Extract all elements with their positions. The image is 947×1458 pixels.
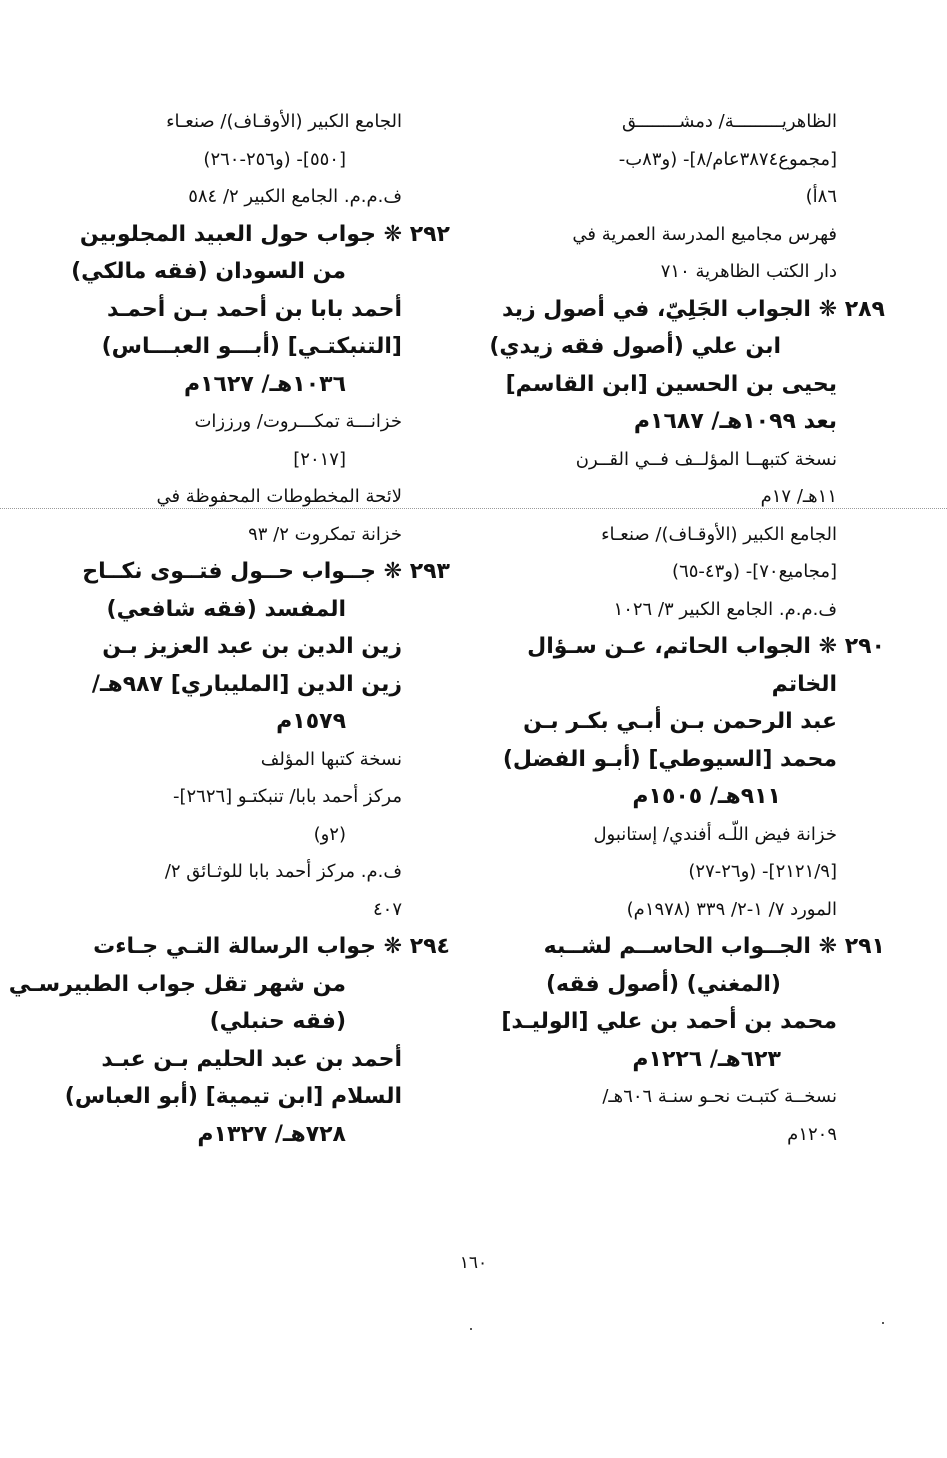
entry-bold-line: محمد بن أحمد بن علي [الوليـد] [501, 1009, 837, 1034]
entry-heading: ٢٩٠ ❋ الجواب الحاتم، عـن سـؤال [527, 634, 885, 659]
entry-bold-line: محمد [السيوطي] (أبـو الفضل) [502, 746, 837, 772]
entry-text-line: الجامع الكبير (الأوقـاف)/ صنعـاء [601, 523, 837, 545]
entry-bold-line: ٧٢٨هـ/ ١٣٢٧م [197, 1121, 346, 1147]
entry-heading: ٢٩١ ❋ الجــواب الحاســم لشــبه [543, 934, 885, 959]
entry-text-line: ١١هـ/ ١٧م [760, 486, 837, 507]
entry-text-line: الجامع الكبير (الأوقـاف)/ صنعـاء [166, 111, 402, 132]
entry-text-line: دار الكتب الظاهرية ٧١٠ [660, 261, 837, 282]
entry-bold-line: أحمد بابا بن أحمد بـن أحمـد [106, 296, 402, 322]
entry-bold-line: ٦٢٣هـ/ ١٢٢٦م [632, 1046, 781, 1072]
entry-bold-line: (المغني) (أصول فقه) [545, 971, 781, 997]
page-number: ١٦٠ [459, 1253, 488, 1273]
entry-text-line: فهرس مجاميع المدرسة العمرية في [572, 223, 837, 245]
entry-text-line: ف.م.م. الجامع الكبير ٢/ ٥٨٤ [188, 186, 402, 207]
entry-bold-line: أحمد بن عبد الحليم بـن عبـد [101, 1046, 402, 1072]
entry-text-line: ٤٠٧ [372, 898, 402, 920]
entry-bold-line: الخاتم [771, 671, 837, 697]
entry-text-line: [٢١٢١/٩]- (و٢٦-٢٧) [688, 861, 837, 882]
entry-heading: ٢٩٣ ❋ جــواب حــول فتــوى نكــاح [82, 559, 450, 584]
right-column [489, 103, 885, 1153]
entry-bold-line: المفسد (فقه شافعي) [106, 596, 346, 622]
entry-heading: ٢٩٢ ❋ جواب حول العبيد المجلوبين [79, 221, 450, 247]
entry-text-line: [٥٥٠]- (و٢٥٦-٢٦٠) [203, 148, 346, 170]
entry-heading: ٢٩٤ ❋ جواب الرسالة التـي جـاءت [93, 934, 450, 959]
entry-heading: ٢٨٩ ❋ الجواب الجَلِيّ، في أصول زيد [501, 296, 885, 322]
entry-bold-line: [التنبكتـي] (أبـــو العبـــاس) [101, 334, 402, 359]
entry-bold-line: بعد ١٠٩٩هـ/ ١٦٨٧م [633, 409, 837, 434]
entry-text-line: خزانـــة تمكـــروت/ ورززات [194, 411, 402, 432]
entry-bold-line: (فقه حنبلي) [209, 1009, 346, 1034]
entry-text-line: مركز أحمد بابا/ تنبكتـو [٢٦٢٦]- [172, 786, 402, 807]
scan-speck [470, 1328, 472, 1330]
left-column [8, 103, 450, 1153]
entry-text-line: خزانة تمكروت ٢/ ٩٣ [248, 523, 402, 545]
entry-bold-line: زين الدين [المليباري] ٩٨٧هـ/ [91, 671, 402, 697]
entry-bold-line: من السودان (فقه مالكي) [71, 259, 346, 284]
entry-text-line: لائحة المخطوطات المحفوظة في [156, 486, 402, 507]
entry-text-line: (٢و) [313, 823, 346, 845]
entry-text-line: خزانة فيض اللّـه أفندي/ إستانبول [593, 823, 837, 845]
entry-text-line: ١٢٠٩م [787, 1123, 837, 1145]
entry-bold-line: السلام [ابن تيمية] (أبو العباس) [64, 1084, 402, 1109]
entry-text-line: ف.م.م. الجامع الكبير ٣/ ١٠٢٦ [613, 598, 837, 620]
entry-bold-line: ابن علي (أصول فقه زيدي) [489, 334, 781, 359]
entry-text-line: [٢٠١٧] [293, 448, 346, 470]
entry-text-line: نسخة كتبها المؤلف [260, 748, 402, 770]
entry-bold-line: زين الدين بن عبد العزيز بـن [102, 634, 402, 659]
entry-bold-line: ١٠٣٦هـ/ ١٦٢٧م [183, 371, 346, 397]
entry-text-line: [مجاميع٧٠]- (و٤٣-٦٥) [672, 561, 837, 582]
entry-text-line: المورد ٧/ ١-٢/ ٣٣٩ (١٩٧٨م) [626, 898, 837, 920]
entry-text-line: ف.م. مركز أحمد بابا للوثـائق ٢/ [164, 861, 402, 882]
entry-text-line: نسخة كتبهــا المؤلــف فــي القــرن [575, 448, 837, 470]
entry-bold-line: عبد الرحمن بـن أبـي بكـر بـن [523, 709, 837, 734]
entry-text-line: نسخــة كتبـت نحـو سنـة ٦٠٦هـ/ [602, 1086, 837, 1107]
entry-text-line: [مجموع٣٨٧٤عام/٨]- (و٨٣ب- [618, 148, 837, 170]
entry-text-line: الظاهريـــــــــة/ دمشــــــــق [622, 111, 837, 132]
entry-bold-line: ٩١١هـ/ ١٥٠٥م [632, 784, 781, 809]
entry-bold-line: من شهر تقل جواب الطبيرسـي [8, 971, 346, 997]
scan-speck [882, 1322, 884, 1324]
entry-text-line: ٨٦أ) [805, 186, 837, 207]
entry-bold-line: ١٥٧٩م [276, 709, 346, 734]
entry-bold-line: يحيى بن الحسين [ابن القاسم] [505, 371, 837, 397]
